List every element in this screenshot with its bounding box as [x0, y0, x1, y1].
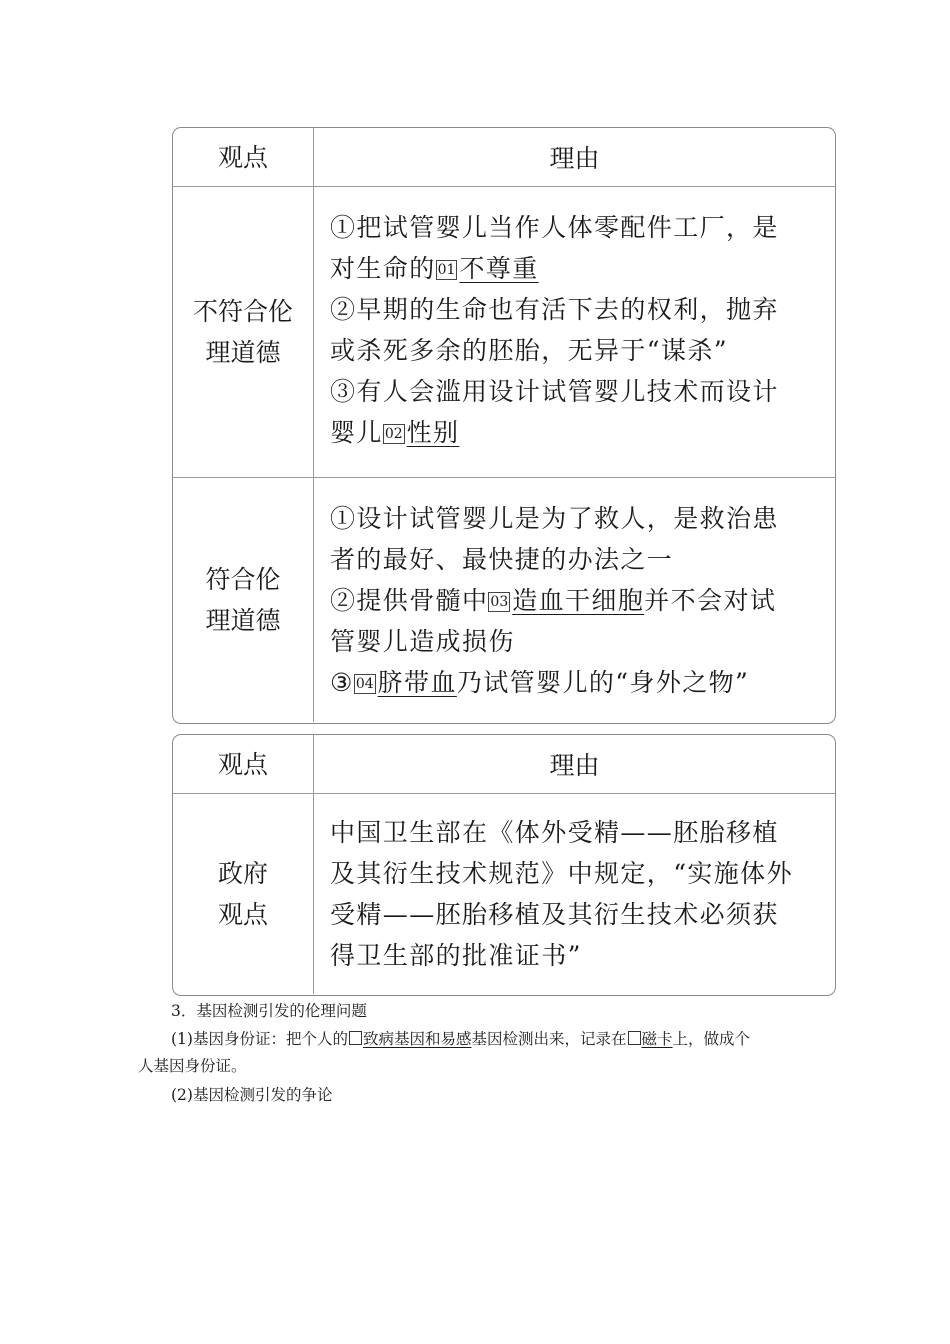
reason-line: 或杀死多余的胚胎，无异于“谋杀”: [330, 336, 728, 365]
answer-text: 性别: [406, 418, 460, 447]
table-row-government: [173, 793, 835, 994]
paragraph-gene-id: (1)基因身份证：把个人的 致病基因和易感基因检测出来，记录在 磁卡上，做成个: [171, 1030, 751, 1048]
blank-box-icon: [628, 1031, 641, 1045]
blank-number: 01: [437, 262, 456, 278]
ethics-table-2: [172, 734, 836, 996]
reason-cell: [314, 794, 835, 994]
ethics-table-1: [172, 127, 836, 724]
blank-box-icon: [349, 1031, 362, 1045]
reason-line: 受精——胚胎移植及其衍生技术必须获: [330, 900, 779, 929]
reason-line: 中国卫生部在《体外受精——胚胎移植: [330, 818, 779, 847]
reason-line: 婴儿 02 性别: [330, 418, 460, 447]
reason-line: ③ 04 脐带血乃试管婴儿的“身外之物”: [330, 668, 750, 697]
blank-number: 02: [384, 426, 403, 442]
answer-text: 不尊重: [459, 254, 539, 283]
reason-line: 及其衍生技术规范》中规定，“实施体外: [330, 859, 793, 888]
viewpoint-cell: 符合伦 理道德: [173, 478, 314, 722]
answer-text: 致病基因和易感: [362, 1030, 472, 1048]
reason-line: 者的最好、最快捷的办法之一: [330, 545, 674, 574]
reason-line: ③有人会滥用设计试管婴儿技术而设计: [330, 377, 779, 406]
paragraph-controversy: (2)基因检测引发的争论: [171, 1086, 333, 1104]
section-title: 3．基因检测引发的伦理问题: [171, 1002, 367, 1020]
reason-line: 得卫生部的批准证书”: [330, 941, 582, 970]
header-reason: 理由: [549, 144, 600, 173]
header-viewpoint: 观点: [173, 128, 314, 186]
reason-line: ①把试管婴儿当作人体零配件工厂，是: [330, 213, 779, 242]
table-row-ethical: [173, 477, 835, 722]
reason-line: 管婴儿造成损伤: [330, 627, 515, 656]
viewpoint-cell: 政府 观点: [173, 794, 314, 994]
table-header-row: [173, 735, 835, 793]
header-viewpoint: 观点: [173, 735, 314, 793]
reason-line: 对生命的 01 不尊重: [330, 254, 539, 283]
paragraph-gene-id-cont: 人基因身份证。: [138, 1057, 247, 1075]
answer-text: 脐带血: [377, 668, 457, 697]
reason-line: ②早期的生命也有活下去的权利，抛弃: [330, 295, 779, 324]
blank-number: 03: [490, 594, 509, 610]
answer-text: 磁卡: [641, 1030, 673, 1048]
reason-cell: [314, 187, 835, 477]
blank-number: 04: [355, 676, 374, 692]
reason-line: ①设计试管婴儿是为了救人，是救治患: [330, 504, 779, 533]
table-row-unethical: [173, 186, 835, 477]
header-reason: 理由: [549, 751, 600, 780]
answer-text: 造血干细胞: [512, 586, 645, 615]
reason-cell: [314, 478, 835, 722]
reason-line: ②提供骨髓中 03 造血干细胞并不会对试: [330, 586, 777, 615]
table-header-row: [173, 128, 835, 186]
viewpoint-cell: 不符合伦 理道德: [173, 187, 314, 477]
